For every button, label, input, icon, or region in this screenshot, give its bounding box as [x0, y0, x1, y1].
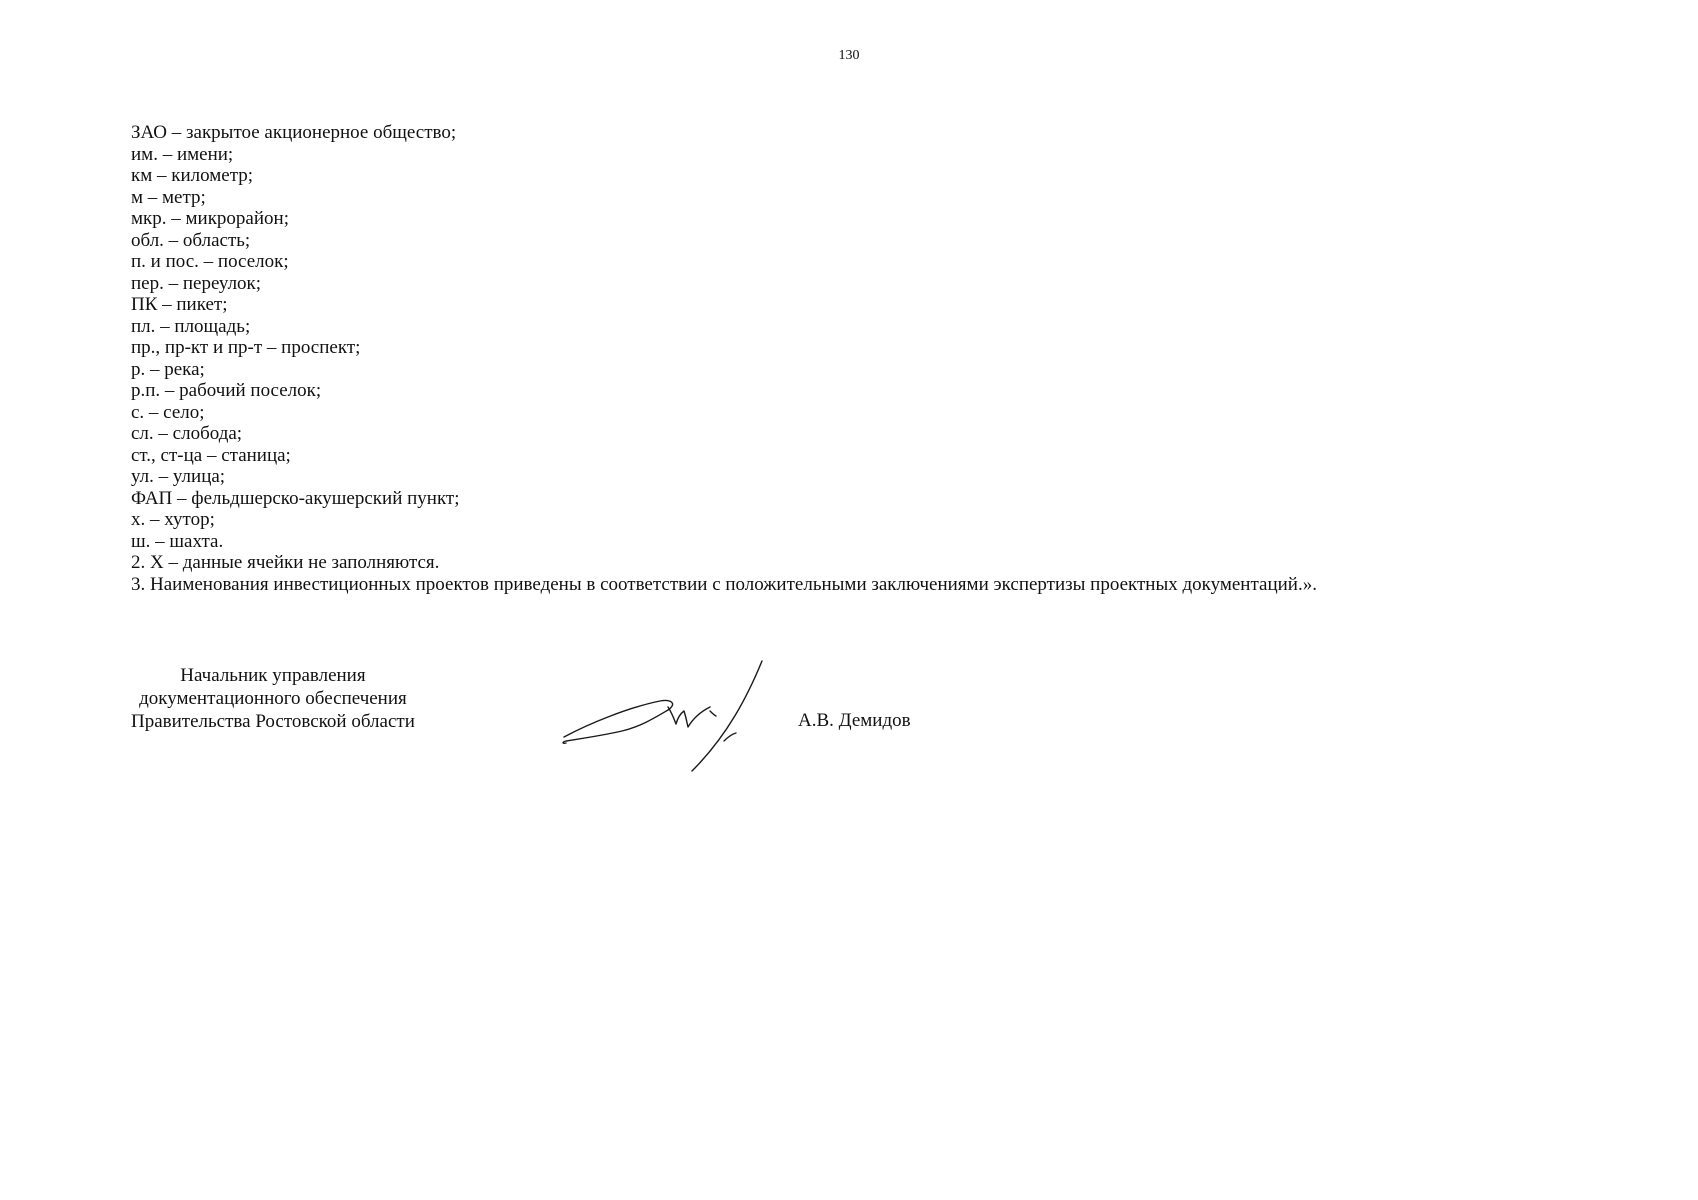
position-line: документационного обеспечения — [139, 688, 407, 709]
list-item: ПК – пикет; — [131, 294, 228, 315]
list-item: ш. – шахта. — [131, 530, 224, 552]
list-item: п. и пос. – поселок; — [131, 251, 289, 272]
list-item: пер. – переулок; — [131, 272, 262, 294]
list-item: мкр. – микрорайон; — [131, 208, 289, 229]
list-item: с. – село; — [131, 401, 205, 423]
list-item: ст., ст-ца – станица; — [131, 444, 291, 466]
list-item: обл. – область; — [131, 229, 251, 251]
list-item: ЗАО – закрытое акционерное общество; — [131, 122, 457, 143]
list-item: пл. – площадь; — [131, 315, 251, 337]
list-item: ул. – улица; — [131, 466, 226, 487]
note-item: 2. Х – данные ячейки не заполняются. — [131, 552, 440, 573]
signatory-position — [131, 664, 415, 733]
list-item: х. – хутор; — [131, 509, 215, 530]
list-item: им. – имени; — [131, 143, 234, 165]
list-item: сл. – слобода; — [131, 423, 243, 444]
list-item: р. – река; — [131, 358, 205, 380]
list-item: р.п. – рабочий поселок; — [131, 380, 322, 401]
list-item: пр., пр-кт и пр-т – проспект; — [131, 337, 361, 358]
note-item: 3. Наименования инвестиционных проектов приведены в соответствии с положительными заключениями экспертизы проектных документаций.». — [131, 573, 1317, 595]
abbreviations-list — [131, 122, 1317, 595]
position-line: Правительства Ростовской области — [131, 711, 415, 732]
list-item: км – километр; — [131, 165, 254, 186]
page-number: 130 — [838, 48, 860, 63]
list-item: ФАП – фельдшерско-акушерский пункт; — [131, 487, 460, 509]
list-item: м – метр; — [131, 186, 206, 208]
signer-name: А.В. Демидов — [798, 710, 911, 731]
handwritten-signature — [560, 655, 770, 773]
position-line: Начальник управления — [180, 665, 366, 686]
